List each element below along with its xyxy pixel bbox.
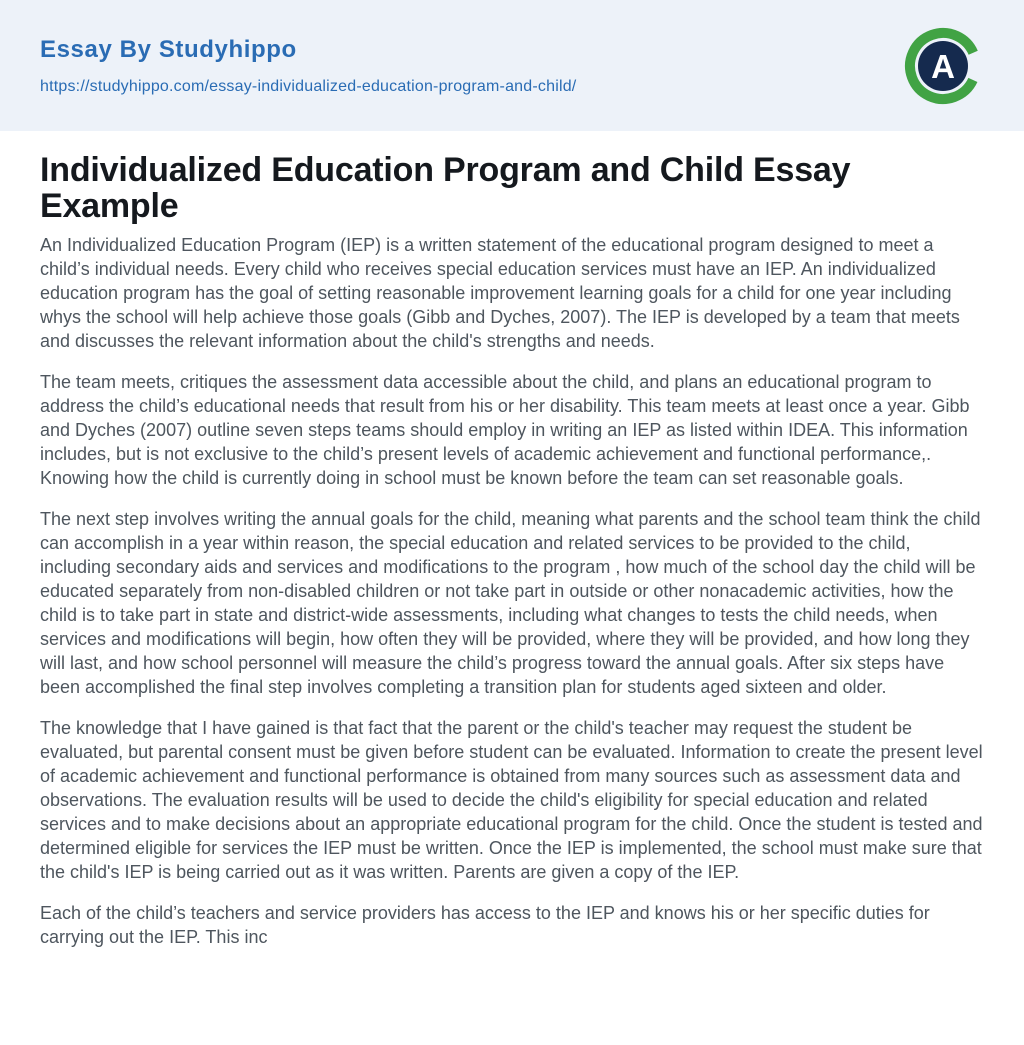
header-text-block xyxy=(40,36,576,96)
essay-paragraph-1: An Individualized Education Program (IEP) is a written statement of the educational program designed to meet a child’s individual needs. Every child who receives special education services must have an IEP. An individualized education program has the goal of setting reasonable improvement learning goals for a child for one year including whys the school will help achieve those goals (Gibb and Dyches, 2007). The IEP is developed by a team that meets and discusses the relevant information about the child's strengths and needs. xyxy=(40,235,960,351)
essay-title: Individualized Education Program and Child Essay Example xyxy=(40,151,851,225)
logo-letter: A xyxy=(931,47,955,85)
article-content xyxy=(0,131,1024,949)
essay-paragraph-4: The knowledge that I have gained is that fact that the parent or the child's teacher may request the student be evaluated, but parental consent must be given before student can be evaluated. Information to create the present level of academic achievement and functional performance is obtained from many sources such as assessment data and observations. The evaluation results will be used to decide the child's eligibility for special education and related services and to make decisions about an appropriate educational program for the child. Once the student is tested and determined eligible for services the IEP must be written. Once the IEP is implemented, the school must make sure that the child's IEP is being carried out as it was written. Parents are given a copy of the IEP. xyxy=(40,718,983,882)
essay-paragraph-5: Each of the child’s teachers and service providers has access to the IEP and knows his or her specific duties for carrying out the IEP. This inc xyxy=(40,903,930,947)
source-url-link[interactable]: https://studyhippo.com/essay-individualized-education-program-and-child/ xyxy=(40,77,577,95)
essay-paragraph-2: The team meets, critiques the assessment data accessible about the child, and plans an educational program to address the child’s educational needs that result from his or her disability. This team meets at least once a year. Gibb and Dyches (2007) outline seven steps teams should employ in writing an IEP as listed within IDEA. This information includes, but is not exclusive to the child’s present levels of academic achievement and functional performance,. Knowing how the child is currently doing in school must be known before the team can set reasonable goals. xyxy=(40,372,970,488)
page-header xyxy=(0,0,1024,131)
studyhippo-logo[interactable] xyxy=(904,27,982,105)
studyhippo-logo-graphic xyxy=(904,27,982,105)
site-title: Essay By Studyhippo xyxy=(40,35,297,63)
essay-paragraph-3: The next step involves writing the annual goals for the child, meaning what parents and the school team think the child can accomplish in a year within reason, the special education and related services to be provided to the child, including secondary aids and services and modifications to the program , how much of the school day the child will be educated separately from non-disabled children or not take part in outside or other nonacademic activities, how the child is to take part in state and district-wide assessments, including what changes to tests the child needs, when services and modifications will begin, how often they will be provided, where they will be provided, and how long they will last, and how school personnel will measure the child’s progress toward the annual goals. After six steps have been accomplished the final step involves completing a transition plan for students aged sixteen and older. xyxy=(40,509,981,697)
